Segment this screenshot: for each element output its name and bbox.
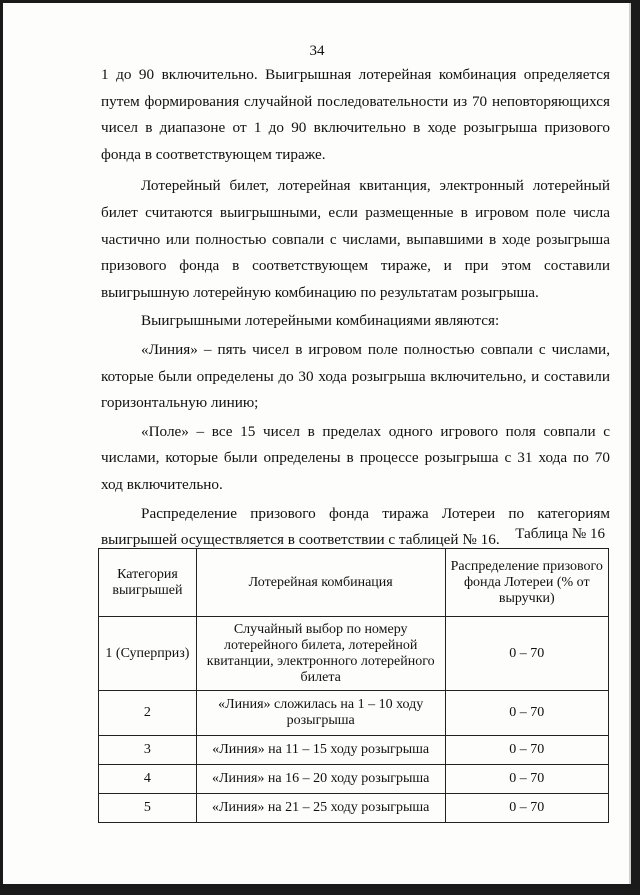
table-cell: 1 (Суперприз) (99, 617, 197, 691)
table-header-row (99, 549, 609, 617)
table-row (99, 736, 609, 765)
document-page (3, 3, 631, 884)
prize-distribution-table (98, 548, 609, 823)
table-cell: 0 – 70 (445, 736, 608, 765)
table-cell: 0 – 70 (445, 794, 608, 823)
table-cell: Случайный выбор по номеру лотерейного билета, лотерейной квитанции, электронного лотерейного билета (196, 617, 445, 691)
table-row (99, 691, 609, 736)
table-cell: 0 – 70 (445, 691, 608, 736)
scan-edge (629, 3, 631, 884)
paragraph: «Линия» – пять чисел в игровом поле полностью совпали с числами, которые были определены до 30 хода розыгрыша включительно, и составили горизонтальную линию; (101, 340, 610, 412)
paragraph: Распределение призового фонда тиража Лотереи по категориям выигрышей осуществляется в соответствии с таблицей № 16. (101, 504, 610, 549)
table-cell: 5 (99, 794, 197, 823)
paragraph: Лотерейный билет, лотерейная квитанция, электронный лотерейный билет считаются выигрышными, если размещенные в игровом поле числа частично или полностью совпали с числами, выпавшими в ходе розыгрыша призового фонда в соответствующем тираже, и при этом составили выигрышную лотерейную комбинацию по результатам розыгрыша. (101, 177, 610, 301)
table-header-cell: Категория выигрышей (99, 549, 197, 617)
table-cell: 0 – 70 (445, 617, 608, 691)
table-cell: 4 (99, 765, 197, 794)
paragraph: Выигрышными лотерейными комбинациями являются: (141, 312, 500, 330)
paragraph: «Поле» – все 15 чисел в пределах одного игрового поля совпали с числами, которые были определены в процессе розыгрыша с 31 хода по 70 ход включительно. (101, 422, 610, 493)
paragraph: 1 до 90 включительно. Выигрышная лотерейная комбинация определяется путем формирования случайной последовательности из 70 неповторяющихся чисел в диапазоне от 1 до 90 включительно в ходе розыгрыша призового фонда в соответствующем тираже. (101, 66, 610, 163)
table-cell: «Линия» сложилась на 1 – 10 ходу розыгрыша (196, 691, 445, 736)
table-header-cell: Лотерейная комбинация (196, 549, 445, 617)
table-row (99, 765, 609, 794)
table-cell: 2 (99, 691, 197, 736)
body-text (101, 62, 610, 554)
table-cell: «Линия» на 11 – 15 ходу розыгрыша (196, 736, 445, 765)
table-cell: 0 – 70 (445, 765, 608, 794)
table-cell: «Линия» на 16 – 20 ходу розыгрыша (196, 765, 445, 794)
page-number: 34 (309, 43, 325, 59)
table-cell: «Линия» на 21 – 25 ходу розыгрыша (196, 794, 445, 823)
table-caption: Таблица № 16 (515, 526, 605, 542)
table-row (99, 617, 609, 691)
table-cell: 3 (99, 736, 197, 765)
table-row (99, 794, 609, 823)
table-header-cell: Распределение призового фонда Лотереи (% от выручки) (445, 549, 608, 617)
